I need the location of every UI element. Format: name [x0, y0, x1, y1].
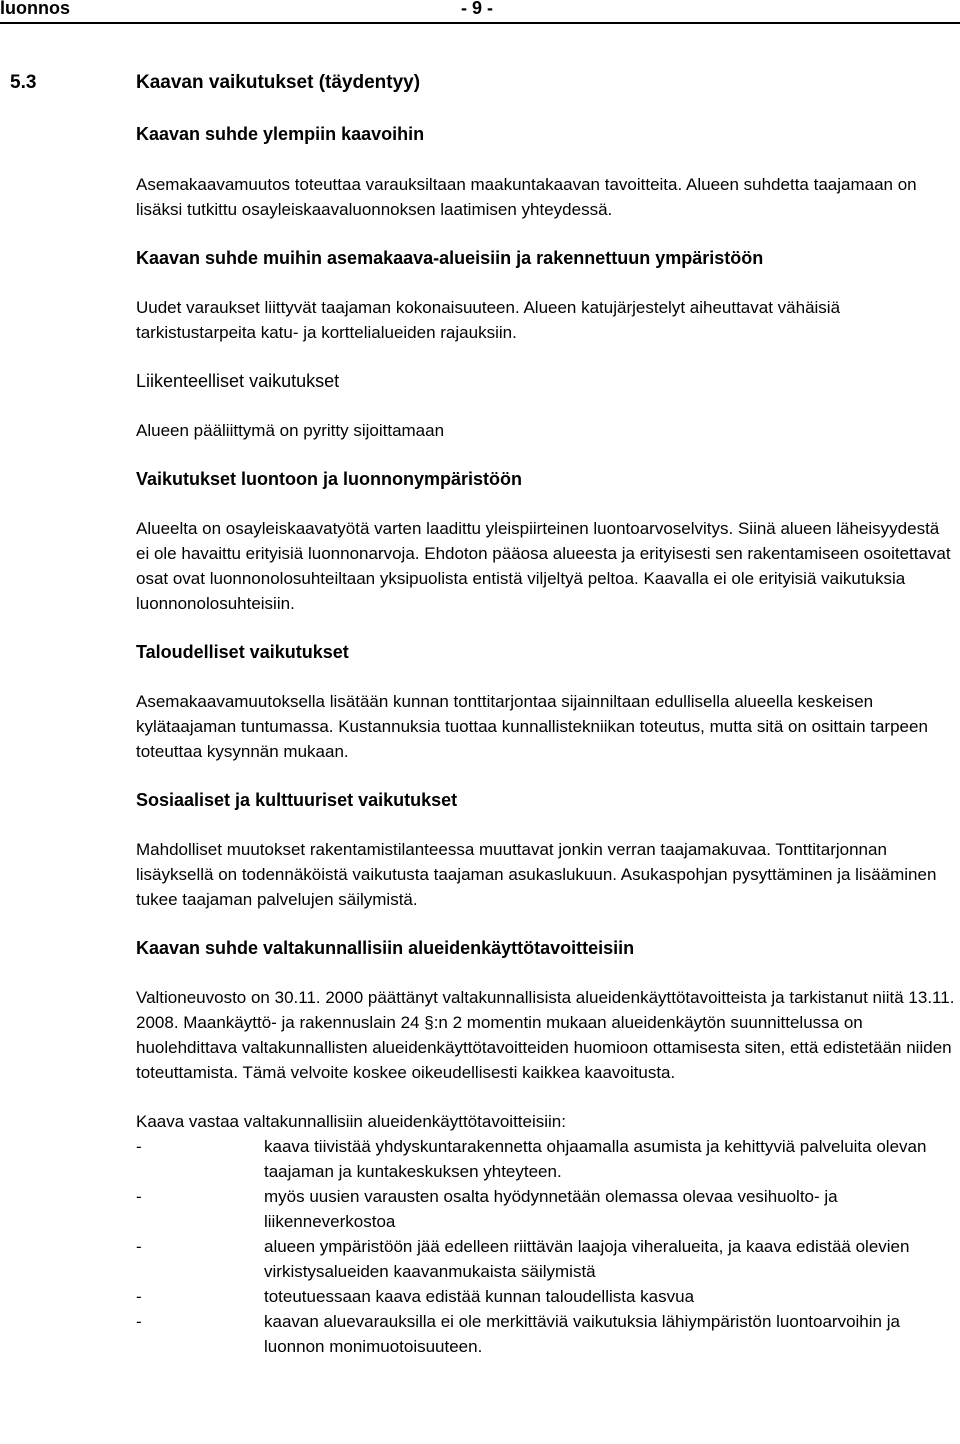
heading-traffic: Liikenteelliset vaikutukset: [136, 371, 340, 391]
heading-upper-plans: Kaavan suhde ylempiin kaavoihin: [136, 124, 425, 144]
list-item-text: alueen ympäristöön jää edelleen riittävän laajoja viheralueita, ja kaava edistää olevien virkistysalueiden kaavanmukaista säilymistä: [264, 1237, 910, 1281]
document-body: [136, 122, 956, 1359]
section-title: Kaavan vaikutukset (täydentyy): [136, 72, 421, 93]
list-item: [136, 1309, 956, 1359]
heading-national-goals: Kaavan suhde valtakunnallisiin alueidenkäyttötavoitteisiin: [136, 938, 635, 958]
list-dash: -: [136, 1312, 142, 1331]
paragraph-nature: Alueelta on osayleiskaavatyötä varten laadittu yleispiirteinen luontoarvoselvitys. Siinä alueen läheisyydestä ei ole havaittu erityisiä luonnonarvoja. Ehdoton pääosa alueesta ja erityisesti sen rakentamiseen osoitettavat osat ovat luonnonolosuhteiltaan yksipuolista entistä viljeltyä peltoa. Kaavalla ei ole erityisiä vaikutuksia luonnonolosuhteisiin.: [136, 519, 951, 613]
list-dash: -: [136, 1137, 142, 1156]
draft-label: luonnos: [0, 0, 70, 18]
heading-economic: Taloudelliset vaikutukset: [136, 642, 349, 662]
list-item-text: kaavan aluevarauksilla ei ole merkittäviä vaikutuksia lähiympäristön luontoarvoihin ja luonnon monimuotoisuuteen.: [264, 1312, 900, 1356]
list-dash: -: [136, 1237, 142, 1256]
paragraph-goals-intro: Kaava vastaa valtakunnallisiin alueidenkäyttötavoitteisiin:: [136, 1112, 566, 1131]
page-number: - 9 -: [461, 0, 494, 18]
paragraph-national-goals: Valtioneuvosto on 30.11. 2000 päättänyt valtakunnallisista alueidenkäyttötavoitteista ja tarkistanut niitä 13.11. 2008. Maankäyttö- ja rakennuslain 24 §:n 2 momentin mukaan alueidenkäytön suunnittelussa on huolehdittava valtakunnallisten alueidenkäyttötavoitteiden huomioon ottamisesta siten, että edistetään niiden toteuttamista. Tämä velvoite koskee oikeudellisesti kaikkea kaavoitusta.: [136, 988, 955, 1082]
list-item: [136, 1234, 956, 1284]
list-item-text: myös uusien varausten osalta hyödynnetään olemassa olevaa vesihuolto- ja liikenneverkostoa: [264, 1187, 838, 1231]
heading-nature: Vaikutukset luontoon ja luonnonympäristöön: [136, 469, 523, 489]
list-item: [136, 1184, 956, 1234]
paragraph-upper-plans: Asemakaavamuutos toteuttaa varauksiltaan maakuntakaavan tavoitteita. Alueen suhdetta taajamaan on lisäksi tutkittu osayleiskaavaluonnoksen laatimisen yhteydessä.: [136, 175, 917, 219]
list-item-text: kaava tiivistää yhdyskuntarakennetta ohjaamalla asumista ja kehittyviä palveluita olevan taajaman ja kuntakeskuksen yhteyteen.: [264, 1137, 927, 1181]
list-item: [136, 1134, 956, 1184]
paragraph-other-plans: Uudet varaukset liittyvät taajaman kokonaisuuteen. Alueen katujärjestelyt aiheuttavat vähäisiä tarkistustarpeita katu- ja korttelialueiden rajauksiin.: [136, 298, 841, 342]
heading-social: Sosiaaliset ja kulttuuriset vaikutukset: [136, 790, 458, 810]
section-number: 5.3: [10, 72, 37, 93]
page-header: [0, 0, 960, 24]
paragraph-social: Mahdolliset muutokset rakentamistilanteessa muuttavat jonkin verran taajamakuvaa. Tonttitarjonnan lisäyksellä on todennäköistä vaikutusta taajaman asukaslukuun. Asukaspohjan pysyttäminen ja lisääminen tukee taajaman palvelujen säilymistä.: [136, 840, 937, 909]
paragraph-traffic: Alueen pääliittymä on pyritty sijoittamaan: [136, 421, 445, 440]
paragraph-economic: Asemakaavamuutoksella lisätään kunnan tonttitarjontaa sijainniltaan edullisella alueella keskeisen kylätaajaman tuntumassa. Kustannuksia tuottaa kunnallistekniikan toteutus, mutta sitä on osittain tarpeen toteuttaa kysynnän mukaan.: [136, 692, 928, 761]
list-dash: -: [136, 1187, 142, 1206]
heading-other-plans: Kaavan suhde muihin asemakaava-alueisiin ja rakennettuun ympäristöön: [136, 248, 764, 268]
list-dash: -: [136, 1287, 142, 1306]
goals-list: [136, 1134, 956, 1359]
list-item-text: toteutuessaan kaava edistää kunnan taloudellista kasvua: [264, 1287, 695, 1306]
list-item: [136, 1284, 956, 1309]
